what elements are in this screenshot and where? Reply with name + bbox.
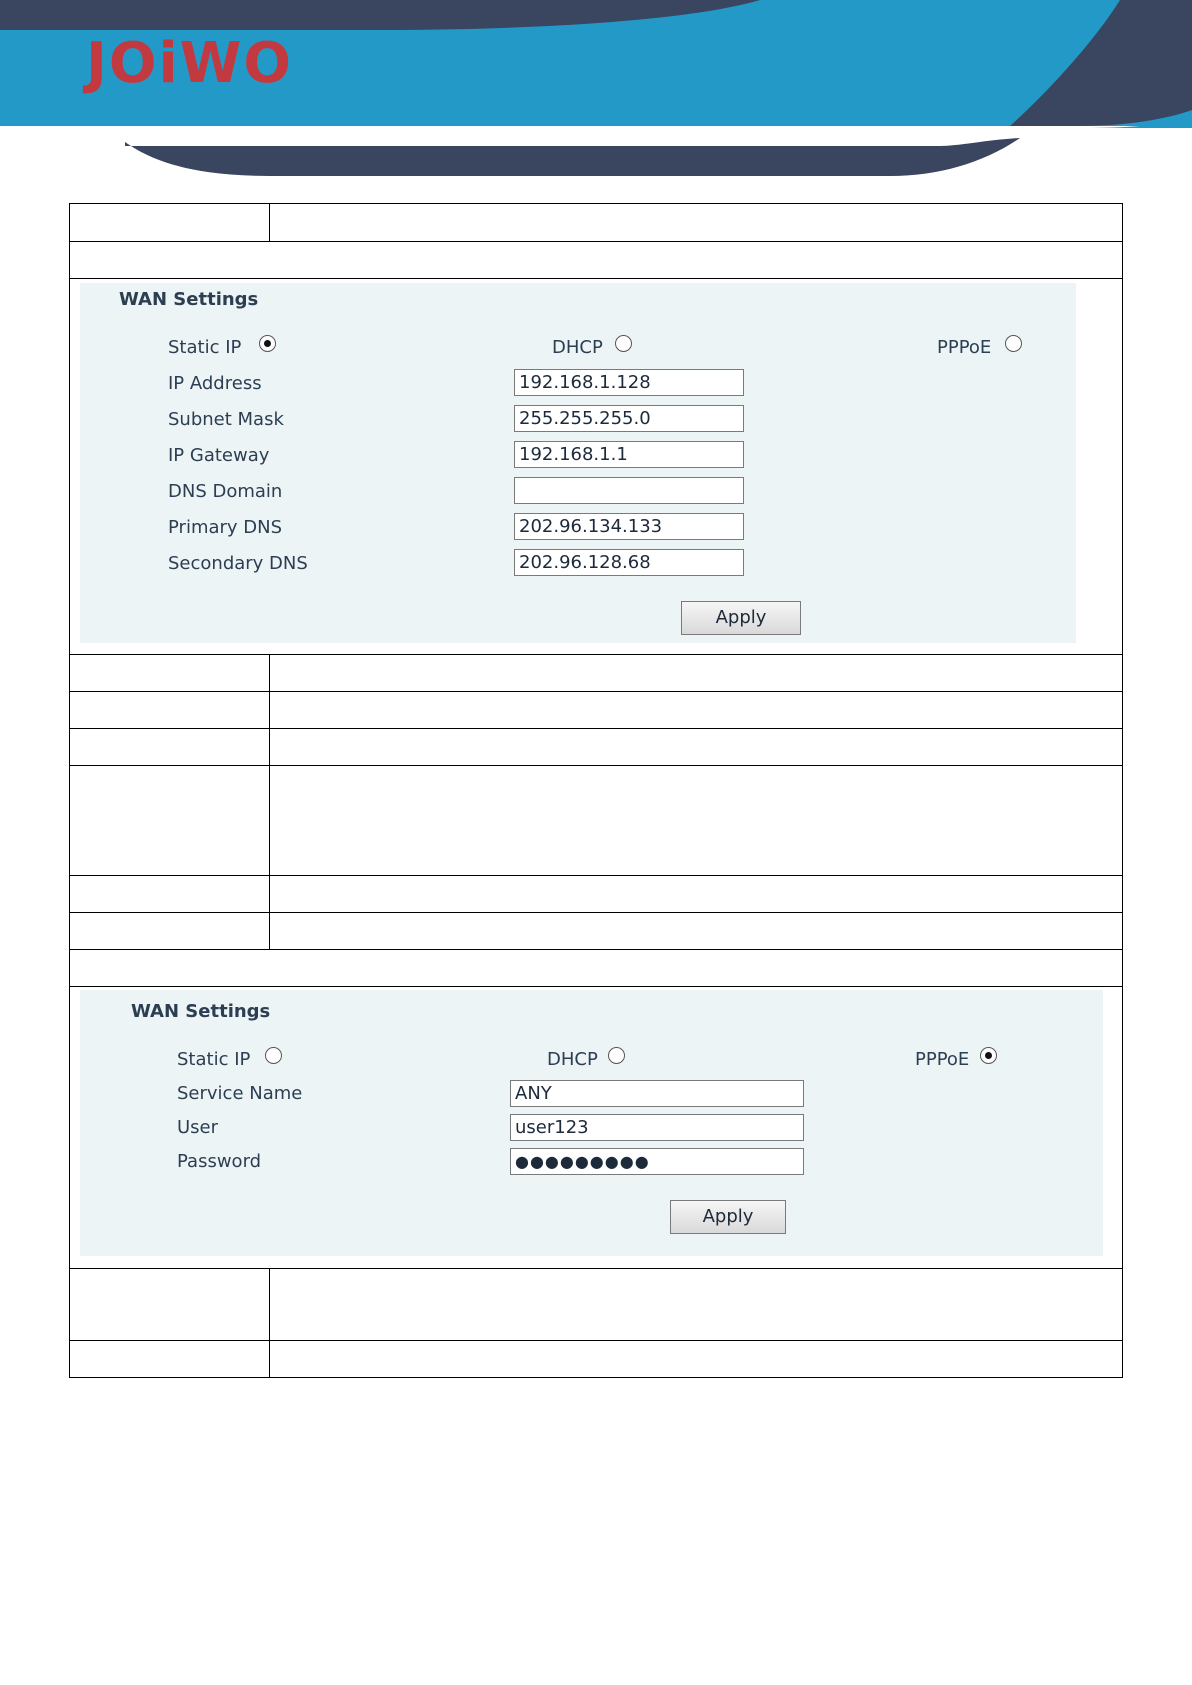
ip-address-label: IP Address bbox=[168, 373, 262, 394]
secondary-dns-input[interactable]: 202.96.128.68 bbox=[514, 549, 744, 576]
table-cell bbox=[70, 1269, 270, 1341]
table-row bbox=[70, 204, 1123, 242]
joiwo-logo: JOiWO bbox=[86, 31, 294, 96]
table-cell bbox=[70, 204, 270, 242]
ip-address-input[interactable]: 192.168.1.128 bbox=[514, 369, 744, 396]
subnet-mask-input[interactable]: 255.255.255.0 bbox=[514, 405, 744, 432]
static-ip-label: Static IP bbox=[177, 1049, 251, 1070]
table-cell bbox=[70, 987, 1123, 1269]
pppoe-label: PPPoE bbox=[937, 337, 992, 358]
password-label: Password bbox=[177, 1151, 262, 1172]
ip-gateway-input[interactable]: 192.168.1.1 bbox=[514, 441, 744, 468]
settings-document-table bbox=[69, 203, 1123, 1378]
table-cell bbox=[270, 766, 1123, 876]
table-cell bbox=[70, 279, 1123, 655]
apply-button[interactable]: Apply bbox=[681, 601, 801, 635]
static-ip-radio[interactable] bbox=[259, 335, 276, 352]
table-row bbox=[70, 913, 1123, 950]
table-cell bbox=[270, 204, 1123, 242]
table-cell bbox=[70, 766, 270, 876]
subnet-mask-label: Subnet Mask bbox=[168, 409, 284, 430]
primary-dns-label: Primary DNS bbox=[168, 517, 283, 538]
table-cell bbox=[270, 1341, 1123, 1378]
static-ip-label: Static IP bbox=[168, 337, 242, 358]
secondary-dns-label: Secondary DNS bbox=[168, 553, 308, 574]
table-cell bbox=[270, 692, 1123, 729]
table-cell bbox=[70, 729, 270, 766]
pppoe-label: PPPoE bbox=[915, 1049, 970, 1070]
service-name-label: Service Name bbox=[177, 1083, 303, 1104]
dhcp-label: DHCP bbox=[547, 1049, 598, 1070]
table-cell bbox=[270, 655, 1123, 692]
table-row bbox=[70, 766, 1123, 876]
pppoe-radio[interactable] bbox=[980, 1047, 997, 1064]
service-name-input[interactable]: ANY bbox=[510, 1080, 804, 1107]
table-cell bbox=[270, 1269, 1123, 1341]
table-row bbox=[70, 950, 1123, 987]
table-cell bbox=[270, 913, 1123, 950]
table-cell bbox=[70, 692, 270, 729]
primary-dns-input[interactable]: 202.96.134.133 bbox=[514, 513, 744, 540]
table-cell bbox=[270, 729, 1123, 766]
table-cell bbox=[70, 1341, 270, 1378]
dhcp-label: DHCP bbox=[552, 337, 603, 358]
static-ip-radio[interactable] bbox=[265, 1047, 282, 1064]
apply-button[interactable]: Apply bbox=[670, 1200, 786, 1234]
table-cell bbox=[70, 913, 270, 950]
table-row bbox=[70, 279, 1123, 655]
wan-settings-pppoe-panel bbox=[80, 990, 1103, 1256]
dns-domain-input[interactable] bbox=[514, 477, 744, 504]
table-row bbox=[70, 1341, 1123, 1378]
table-cell bbox=[70, 242, 1123, 279]
panel-title: WAN Settings bbox=[119, 289, 259, 310]
user-input[interactable]: user123 bbox=[510, 1114, 804, 1141]
table-cell bbox=[270, 876, 1123, 913]
panel-title: WAN Settings bbox=[131, 1001, 271, 1022]
table-row bbox=[70, 729, 1123, 766]
table-row bbox=[70, 655, 1123, 692]
page-header bbox=[0, 0, 1192, 185]
wan-settings-static-panel bbox=[80, 283, 1076, 643]
table-row bbox=[70, 987, 1123, 1269]
pppoe-radio[interactable] bbox=[1005, 335, 1022, 352]
table-cell bbox=[70, 950, 1123, 987]
user-label: User bbox=[177, 1117, 219, 1138]
dhcp-radio[interactable] bbox=[608, 1047, 625, 1064]
ip-gateway-label: IP Gateway bbox=[168, 445, 270, 466]
table-cell bbox=[70, 655, 270, 692]
dns-domain-label: DNS Domain bbox=[168, 481, 283, 502]
table-row bbox=[70, 692, 1123, 729]
table-cell bbox=[70, 876, 270, 913]
dhcp-radio[interactable] bbox=[615, 335, 632, 352]
table-row bbox=[70, 242, 1123, 279]
table-row bbox=[70, 876, 1123, 913]
table-row bbox=[70, 1269, 1123, 1341]
password-input[interactable]: ●●●●●●●●● bbox=[510, 1148, 804, 1175]
